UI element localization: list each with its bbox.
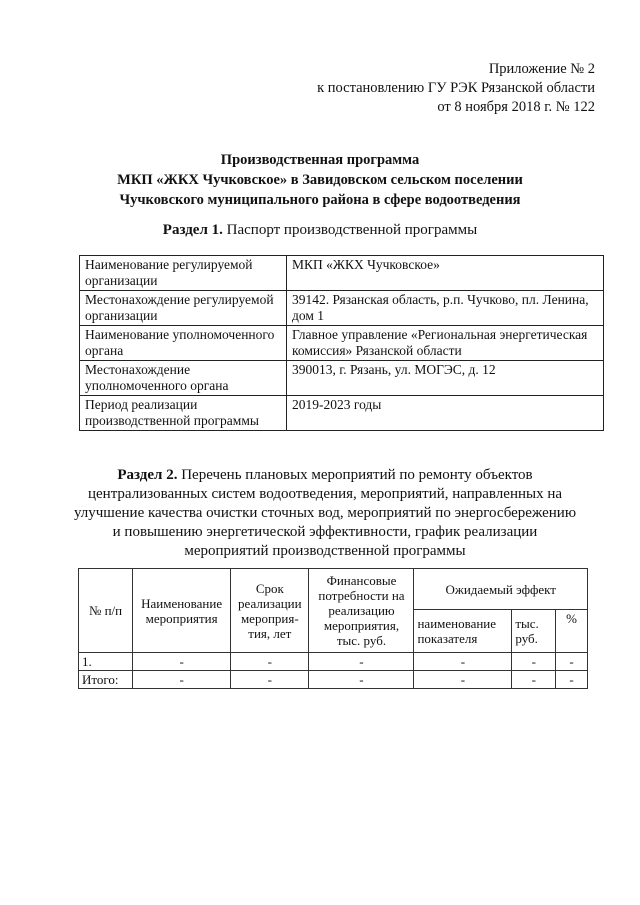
col-header-term: Срок реализации мероприя-тия, лет bbox=[231, 569, 309, 653]
table-cell: Итого: bbox=[79, 671, 133, 689]
passport-value: Главное управление «Региональная энергетическая комиссия» Рязанской области bbox=[287, 326, 604, 361]
appendix-resolution: к постановлению ГУ РЭК Рязанской области bbox=[317, 80, 595, 96]
table-cell: - bbox=[512, 671, 556, 689]
table-row bbox=[80, 326, 604, 361]
section2-text: Перечень плановых мероприятий по ремонту объектов централизованных систем водоотведения, мероприятий, направленных на улучшение качества очистки сточных вод, мероприятий по энергосбережению и повышению энергетической эффективности, график реализации мероприятий производственной программы bbox=[73, 467, 577, 559]
appendix-date: от 8 ноября 2018 г. № 122 bbox=[437, 99, 595, 115]
col-header-indicator: наименование показателя bbox=[414, 610, 512, 653]
table-cell: - bbox=[133, 671, 231, 689]
table-cell: - bbox=[512, 653, 556, 671]
table-header-row bbox=[79, 569, 588, 610]
table-row bbox=[79, 671, 588, 689]
passport-value: МКП «ЖКХ Чучковское» bbox=[287, 256, 604, 291]
doc-title-line3: Чучковского муниципального района в сфере водоотведения bbox=[119, 192, 521, 208]
table-row bbox=[80, 396, 604, 431]
col-header-percent: % bbox=[556, 610, 588, 653]
col-header-number: № п/п bbox=[79, 569, 133, 653]
section1-label: Раздел 1. bbox=[162, 222, 223, 238]
table-row bbox=[80, 361, 604, 396]
section2-label: Раздел 2. bbox=[117, 467, 178, 483]
passport-table bbox=[79, 255, 604, 431]
col-header-finance: Финансовые потребности на реализацию мероприятия, тыс. руб. bbox=[309, 569, 414, 653]
table-row bbox=[80, 291, 604, 326]
passport-key: Местонахождение регулируемой организации bbox=[80, 291, 287, 326]
passport-key: Наименование уполномоченного органа bbox=[80, 326, 287, 361]
table-row bbox=[80, 256, 604, 291]
doc-title-line2: МКП «ЖКХ Чучковское» в Завидовском сельском поселении bbox=[117, 172, 523, 188]
section1-text: Паспорт производственной программы bbox=[226, 222, 478, 238]
table-cell: - bbox=[133, 653, 231, 671]
table-cell: - bbox=[556, 653, 588, 671]
col-header-effect: Ожидаемый эффект bbox=[414, 569, 588, 610]
table-cell: - bbox=[231, 671, 309, 689]
table-row bbox=[79, 653, 588, 671]
table-cell: - bbox=[414, 653, 512, 671]
measures-table bbox=[78, 568, 588, 689]
section2-heading bbox=[70, 466, 580, 561]
table-cell: - bbox=[309, 653, 414, 671]
doc-title-line1: Производственная программа bbox=[220, 152, 420, 168]
passport-key: Период реализации производственной программы bbox=[80, 396, 287, 431]
passport-value: 39142. Рязанская область, р.п. Чучково, пл. Ленина, дом 1 bbox=[287, 291, 604, 326]
appendix-number: Приложение № 2 bbox=[488, 61, 595, 77]
col-header-rub: тыс. руб. bbox=[512, 610, 556, 653]
table-cell: - bbox=[556, 671, 588, 689]
table-cell: - bbox=[309, 671, 414, 689]
table-cell: 1. bbox=[79, 653, 133, 671]
col-header-name: Наименование мероприятия bbox=[133, 569, 231, 653]
table-cell: - bbox=[414, 671, 512, 689]
passport-key: Наименование регулируемой организации bbox=[80, 256, 287, 291]
section1-heading bbox=[60, 222, 580, 239]
passport-value: 390013, г. Рязань, ул. МОГЭС, д. 12 bbox=[287, 361, 604, 396]
table-cell: - bbox=[231, 653, 309, 671]
passport-key: Местонахождение уполномоченного органа bbox=[80, 361, 287, 396]
passport-value: 2019-2023 годы bbox=[287, 396, 604, 431]
